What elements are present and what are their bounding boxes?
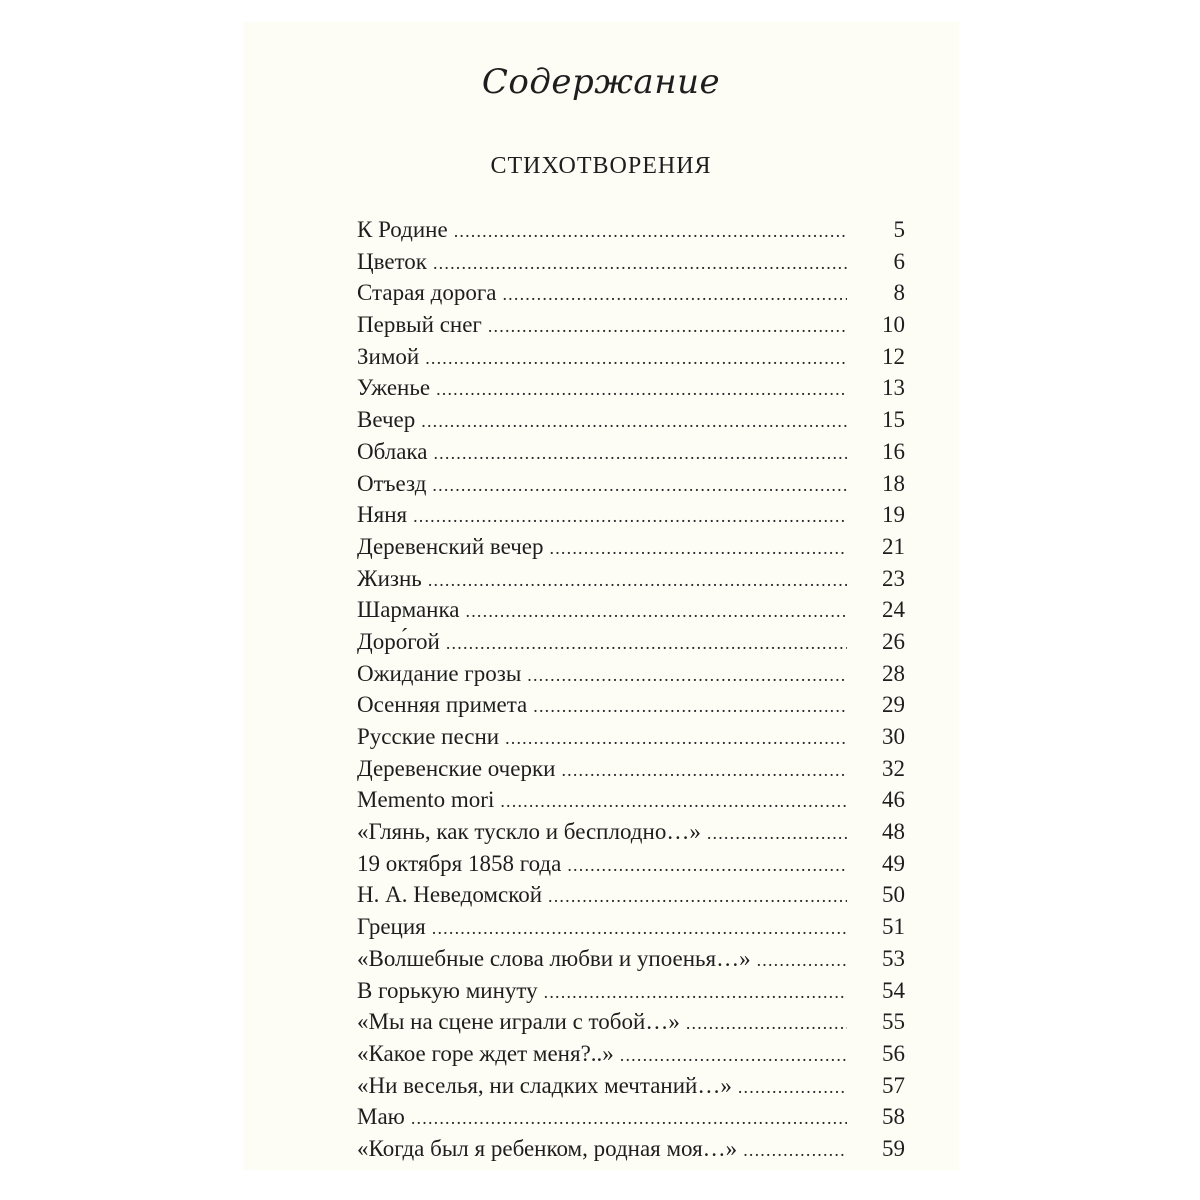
- dot-leader: [488, 316, 847, 337]
- toc-entry[interactable]: [357, 1041, 905, 1073]
- toc-entry-page-number: 15: [882, 407, 905, 433]
- toc-entry-title: Деревенские очерки: [357, 755, 556, 781]
- toc-entry[interactable]: [357, 375, 905, 407]
- dot-leader: [432, 918, 847, 939]
- toc-entry-title: «Какое горе ждет меня?..»: [357, 1040, 614, 1066]
- toc-entry-title: 19 октября 1858 года: [357, 850, 562, 876]
- toc-entry-title: Русские песни: [357, 724, 500, 749]
- toc-entry[interactable]: [357, 946, 905, 978]
- dot-leader: [544, 982, 847, 1003]
- toc-entry-page-number: 49: [882, 850, 905, 876]
- dot-leader: [505, 728, 847, 749]
- toc-entry-page-number: 19: [882, 502, 905, 528]
- dot-leader: [428, 570, 847, 591]
- toc-entry-page-number: 46: [882, 787, 905, 813]
- toc-entry-page-number: 13: [882, 375, 905, 401]
- toc-entry-title: «Волшебные слова любви и упоенья…»: [357, 945, 751, 971]
- toc-entry-title: Старая дорога: [357, 280, 497, 306]
- toc-entry-title: «Ни веселья, ни сладких мечтаний…»: [357, 1072, 732, 1098]
- section-heading: СТИХОТВОРЕНИЯ: [490, 153, 712, 179]
- toc-entry-title: Шарманка: [357, 597, 460, 623]
- toc-entry[interactable]: [357, 344, 905, 376]
- dot-leader: [413, 506, 847, 527]
- toc-entry[interactable]: [357, 597, 905, 629]
- dot-leader: [466, 601, 847, 622]
- dot-leader: [567, 855, 847, 876]
- toc-entry-page-number: 59: [882, 1135, 905, 1161]
- toc-entry[interactable]: [357, 978, 905, 1010]
- toc-entry-title: Осенняя примета: [357, 692, 528, 718]
- toc-entry-title: Доро́гой: [357, 628, 440, 654]
- toc-entry-page-number: 30: [882, 724, 905, 749]
- toc-entry[interactable]: [357, 914, 905, 946]
- toc-entry[interactable]: [357, 312, 905, 344]
- toc-entry-title: К Родине: [357, 217, 448, 242]
- page-title: Содержание: [481, 62, 721, 102]
- dot-leader: [425, 348, 847, 369]
- toc-entry-page-number: 8: [893, 280, 905, 306]
- dot-leader: [527, 665, 847, 686]
- dot-leader: [686, 1013, 847, 1034]
- toc-entry[interactable]: [357, 534, 905, 566]
- toc-entry-title: Ожидание грозы: [357, 660, 522, 686]
- toc-entry[interactable]: [357, 629, 905, 661]
- toc-entry-page-number: 16: [882, 438, 905, 464]
- toc-entry-page-number: 54: [882, 977, 905, 1003]
- toc-entry-title: Вечер: [357, 407, 416, 433]
- toc-entry-page-number: 10: [882, 312, 905, 338]
- dot-leader: [500, 791, 847, 812]
- dot-leader: [411, 1108, 847, 1129]
- toc-entry-page-number: 55: [882, 1009, 905, 1035]
- toc-entry[interactable]: [357, 851, 905, 883]
- toc-entry-title: Зимой: [357, 343, 420, 369]
- toc-entry[interactable]: [357, 692, 905, 724]
- toc-entry[interactable]: [357, 1136, 905, 1168]
- dot-leader: [454, 221, 847, 242]
- toc-entry-page-number: 6: [893, 248, 905, 274]
- toc-entry[interactable]: [357, 407, 905, 439]
- dot-leader: [421, 411, 847, 432]
- toc-entry-page-number: 56: [882, 1040, 905, 1066]
- dot-leader: [502, 284, 847, 305]
- toc-entry-title: Няня: [357, 502, 408, 528]
- toc-entry-title: Н. А. Неведомской: [357, 882, 543, 908]
- dot-leader: [620, 1045, 847, 1066]
- dot-leader: [550, 538, 847, 559]
- toc-entry[interactable]: [357, 249, 905, 281]
- toc-entry-page-number: 32: [882, 755, 905, 781]
- dot-leader: [533, 696, 847, 717]
- toc-entry[interactable]: [357, 1073, 905, 1105]
- dot-leader: [757, 950, 847, 971]
- toc-entry-title: Memento mori: [357, 787, 495, 813]
- toc-entry-title: Жизнь: [357, 565, 422, 591]
- toc-entry-page-number: 28: [882, 660, 905, 686]
- toc-entry-page-number: 24: [882, 597, 905, 623]
- dot-leader: [548, 886, 847, 907]
- toc-entry[interactable]: [357, 217, 905, 249]
- toc-entry-page-number: 26: [882, 628, 905, 654]
- toc-entry-page-number: 48: [882, 819, 905, 845]
- dot-leader: [433, 253, 847, 274]
- toc-entry-title: Первый снег: [357, 312, 482, 338]
- dot-leader: [436, 379, 847, 400]
- dot-leader: [743, 1140, 847, 1161]
- toc-entry-title: Греция: [357, 914, 426, 940]
- toc-entry-page-number: 50: [882, 882, 905, 908]
- toc-entry[interactable]: [357, 1104, 905, 1136]
- dot-leader: [432, 475, 847, 496]
- dot-leader: [561, 760, 847, 781]
- toc-entry[interactable]: [357, 566, 905, 598]
- toc-entry[interactable]: [357, 280, 905, 312]
- toc-entry[interactable]: [357, 724, 905, 756]
- toc-entry-title: «Глянь, как тускло и бесплодно…»: [357, 819, 701, 845]
- toc-entry-title: «Мы на сцене играли с тобой…»: [357, 1009, 680, 1035]
- toc-entry[interactable]: [357, 756, 905, 788]
- toc-entry[interactable]: [357, 819, 905, 851]
- toc-entry[interactable]: [357, 882, 905, 914]
- toc-entry-title: Уженье: [357, 375, 431, 401]
- table-of-contents: [357, 217, 905, 1168]
- toc-entry-page-number: 21: [882, 533, 905, 559]
- toc-entry[interactable]: [357, 502, 905, 534]
- dot-leader: [738, 1077, 847, 1098]
- toc-entry[interactable]: [357, 439, 905, 471]
- dot-leader: [446, 633, 847, 654]
- toc-entry[interactable]: [357, 471, 905, 503]
- dot-leader: [433, 443, 847, 464]
- toc-entry-page-number: 57: [882, 1072, 905, 1098]
- toc-entry[interactable]: [357, 661, 905, 693]
- toc-entry-page-number: 23: [882, 565, 905, 591]
- toc-entry-page-number: 5: [893, 217, 905, 242]
- toc-entry-title: В горькую минуту: [357, 977, 538, 1003]
- toc-entry[interactable]: [357, 787, 905, 819]
- toc-entry-page-number: 53: [882, 945, 905, 971]
- toc-entry-page-number: 51: [882, 914, 905, 940]
- toc-entry-page-number: 29: [882, 692, 905, 718]
- book-page: [243, 22, 959, 1170]
- toc-entry[interactable]: [357, 1009, 905, 1041]
- toc-entry-page-number: 18: [882, 470, 905, 496]
- toc-entry-title: Отъезд: [357, 470, 427, 496]
- toc-entry-page-number: 12: [882, 343, 905, 369]
- toc-entry-title: Деревенский вечер: [357, 533, 544, 559]
- dot-leader: [707, 823, 847, 844]
- toc-entry-title: «Когда был я ребенком, родная моя…»: [357, 1135, 738, 1161]
- toc-entry-page-number: 58: [882, 1104, 905, 1130]
- toc-entry-title: Облака: [357, 438, 428, 464]
- toc-entry-title: Цветок: [357, 248, 427, 274]
- toc-entry-title: Маю: [357, 1104, 405, 1130]
